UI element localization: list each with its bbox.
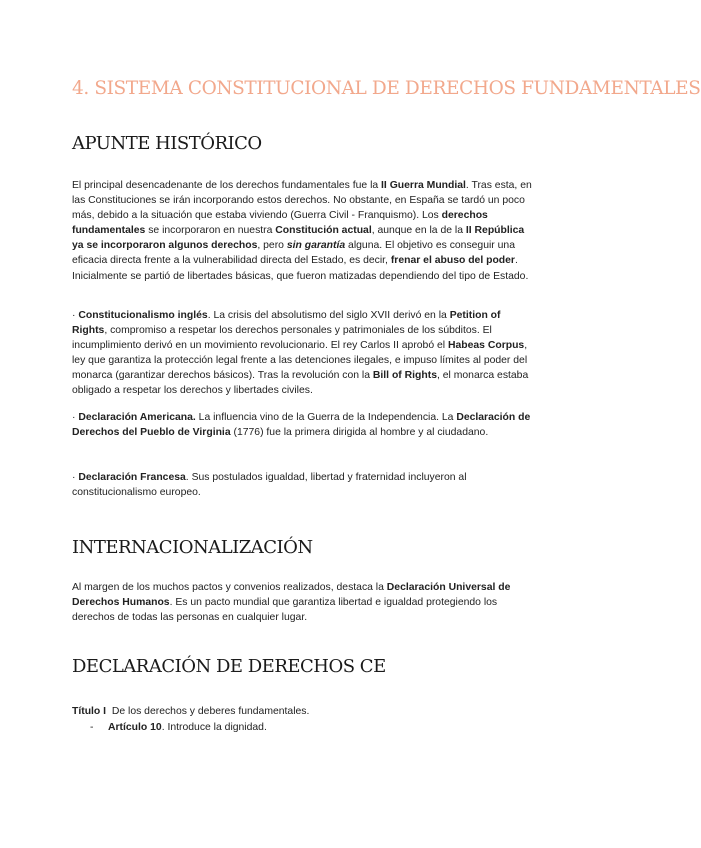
list-item-text: . Introduce la dignidad. xyxy=(161,722,267,733)
list-bullet: - xyxy=(90,722,94,733)
list-item-label: Artículo 10 xyxy=(108,722,162,733)
section-heading-internacionalizacion: INTERNACIONALIZACIÓN xyxy=(72,537,313,558)
titulo-text: De los derechos y deberes fundamentales. xyxy=(106,706,310,717)
paragraph-historico-intro: El principal desencadenante de los derechos fundamentales fue la II Guerra Mundial. Tras esta, en las Constituciones se irán incorporando estos derechos. No obstante, en España se tardó un poco más, debido a la situación que estaba viviendo (Guerra Civil - Franquismo). Los derechos fundamentales se incorporaron en nuestra Constitución actual, aunque en la de la II República ya se incorporaron algunos derechos, pero sin garantía alguna. El objetivo es conseguir una eficacia directa frente a la vulnerabilidad directa del Estado, es decir, frenar el abuso del poder. Inicialmente se partió de libertades básicas, que fueron matizadas dependiendo del tipo de Estado. xyxy=(72,180,532,282)
titulo-label: Título I xyxy=(72,706,107,717)
section-heading-historico: APUNTE HISTÓRICO xyxy=(72,133,262,154)
list-item-articulo-10 xyxy=(90,720,267,735)
paragraph-internacionalizacion: Al margen de los muchos pactos y convenios realizados, destaca la Declaración Universal de Derechos Humanos. Es un pacto mundial que garantiza libertad e igualdad protegiendo los derechos de todas las personas en cualquier lugar. xyxy=(72,582,511,624)
paragraph-declaracion-francesa: · Declaración Francesa. Sus postulados igualdad, libertad y fraternidad incluyeron al constitucionalismo europeo. xyxy=(72,472,467,499)
paragraph-declaracion-americana: · Declaración Americana. La influencia vino de la Guerra de la Independencia. La Declaración de Derechos del Pueblo de Virginia (1776) fue la primera dirigida al hombre y al ciudadano. xyxy=(72,412,531,439)
document-title: 4. SISTEMA CONSTITUCIONAL DE DERECHOS FUNDAMENTALES xyxy=(72,78,701,99)
titulo-line xyxy=(72,704,532,719)
section-heading-declaracion-ce: DECLARACIÓN DE DERECHOS CE xyxy=(72,656,386,677)
paragraph-constitucionalismo-ingles: · Constitucionalismo inglés. La crisis del absolutismo del siglo XVII derivó en la Petition of Rights, compromiso a respetar los derechos personales y patrimoniales de los súbditos. El incumplimiento derivó en un movimiento revolucionario. El rey Carlos II aprobó el Habeas Corpus, ley que garantiza la protección legal frente a las detenciones ilegales, e impuso límites al poder del monarca (garantizar derechos básicos). Tras la revolución con la Bill of Rights, el monarca estaba obligado a respetar los derechos y libertades civiles. xyxy=(72,310,529,397)
